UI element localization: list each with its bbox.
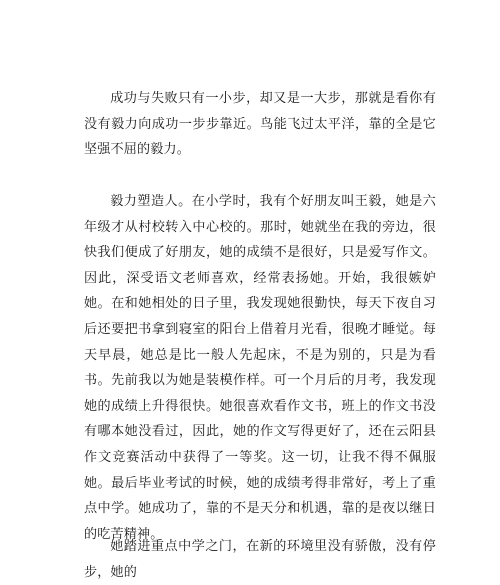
paragraph-story: 毅力塑造人。在小学时，我有个好朋友叫王毅，她是六年级才从村校转入中心校的。那时，她就坐在我的旁边，很快我们便成了好朋友，她的成绩不是很好，只是爱写作文。因此，深受语文老师喜欢，经常表扬她。开始，我很嫉妒她。在和她相处的日子里，我发现她很勤快，每天下夜自习后还要把书拿到寝室的阳台上借着月光看，很晚才睡觉。每天早晨，她总是比一般人先起床，不是为别的，只是为看书。先前我以为她是装模作样。可一个月后的月考，我发现她的成绩上升得很快。她很喜欢看作文书，班上的作文书没有哪本她没看过，因此，她的作文写得更好了，还在云阳县作文竞赛活动中获得了一等奖。这一切，让我不得不佩服她。最后毕业考试的时候，她的成绩考得非常好，考上了重点中学。她成功了，靠的不是天分和机遇，靠的是夜以继日的吃苦精神。 (84, 194, 436, 542)
paragraph-intro: 成功与失败只有一小步，却又是一大步，那就是看你有没有毅力向成功一步步靠近。鸟能飞过太平洋，靠的全是它坚强不屈的毅力。 (84, 91, 436, 158)
paragraph-continuation: 她踏进重点中学之门，在新的环境里没有骄傲，没有停步，她的 (84, 539, 436, 580)
